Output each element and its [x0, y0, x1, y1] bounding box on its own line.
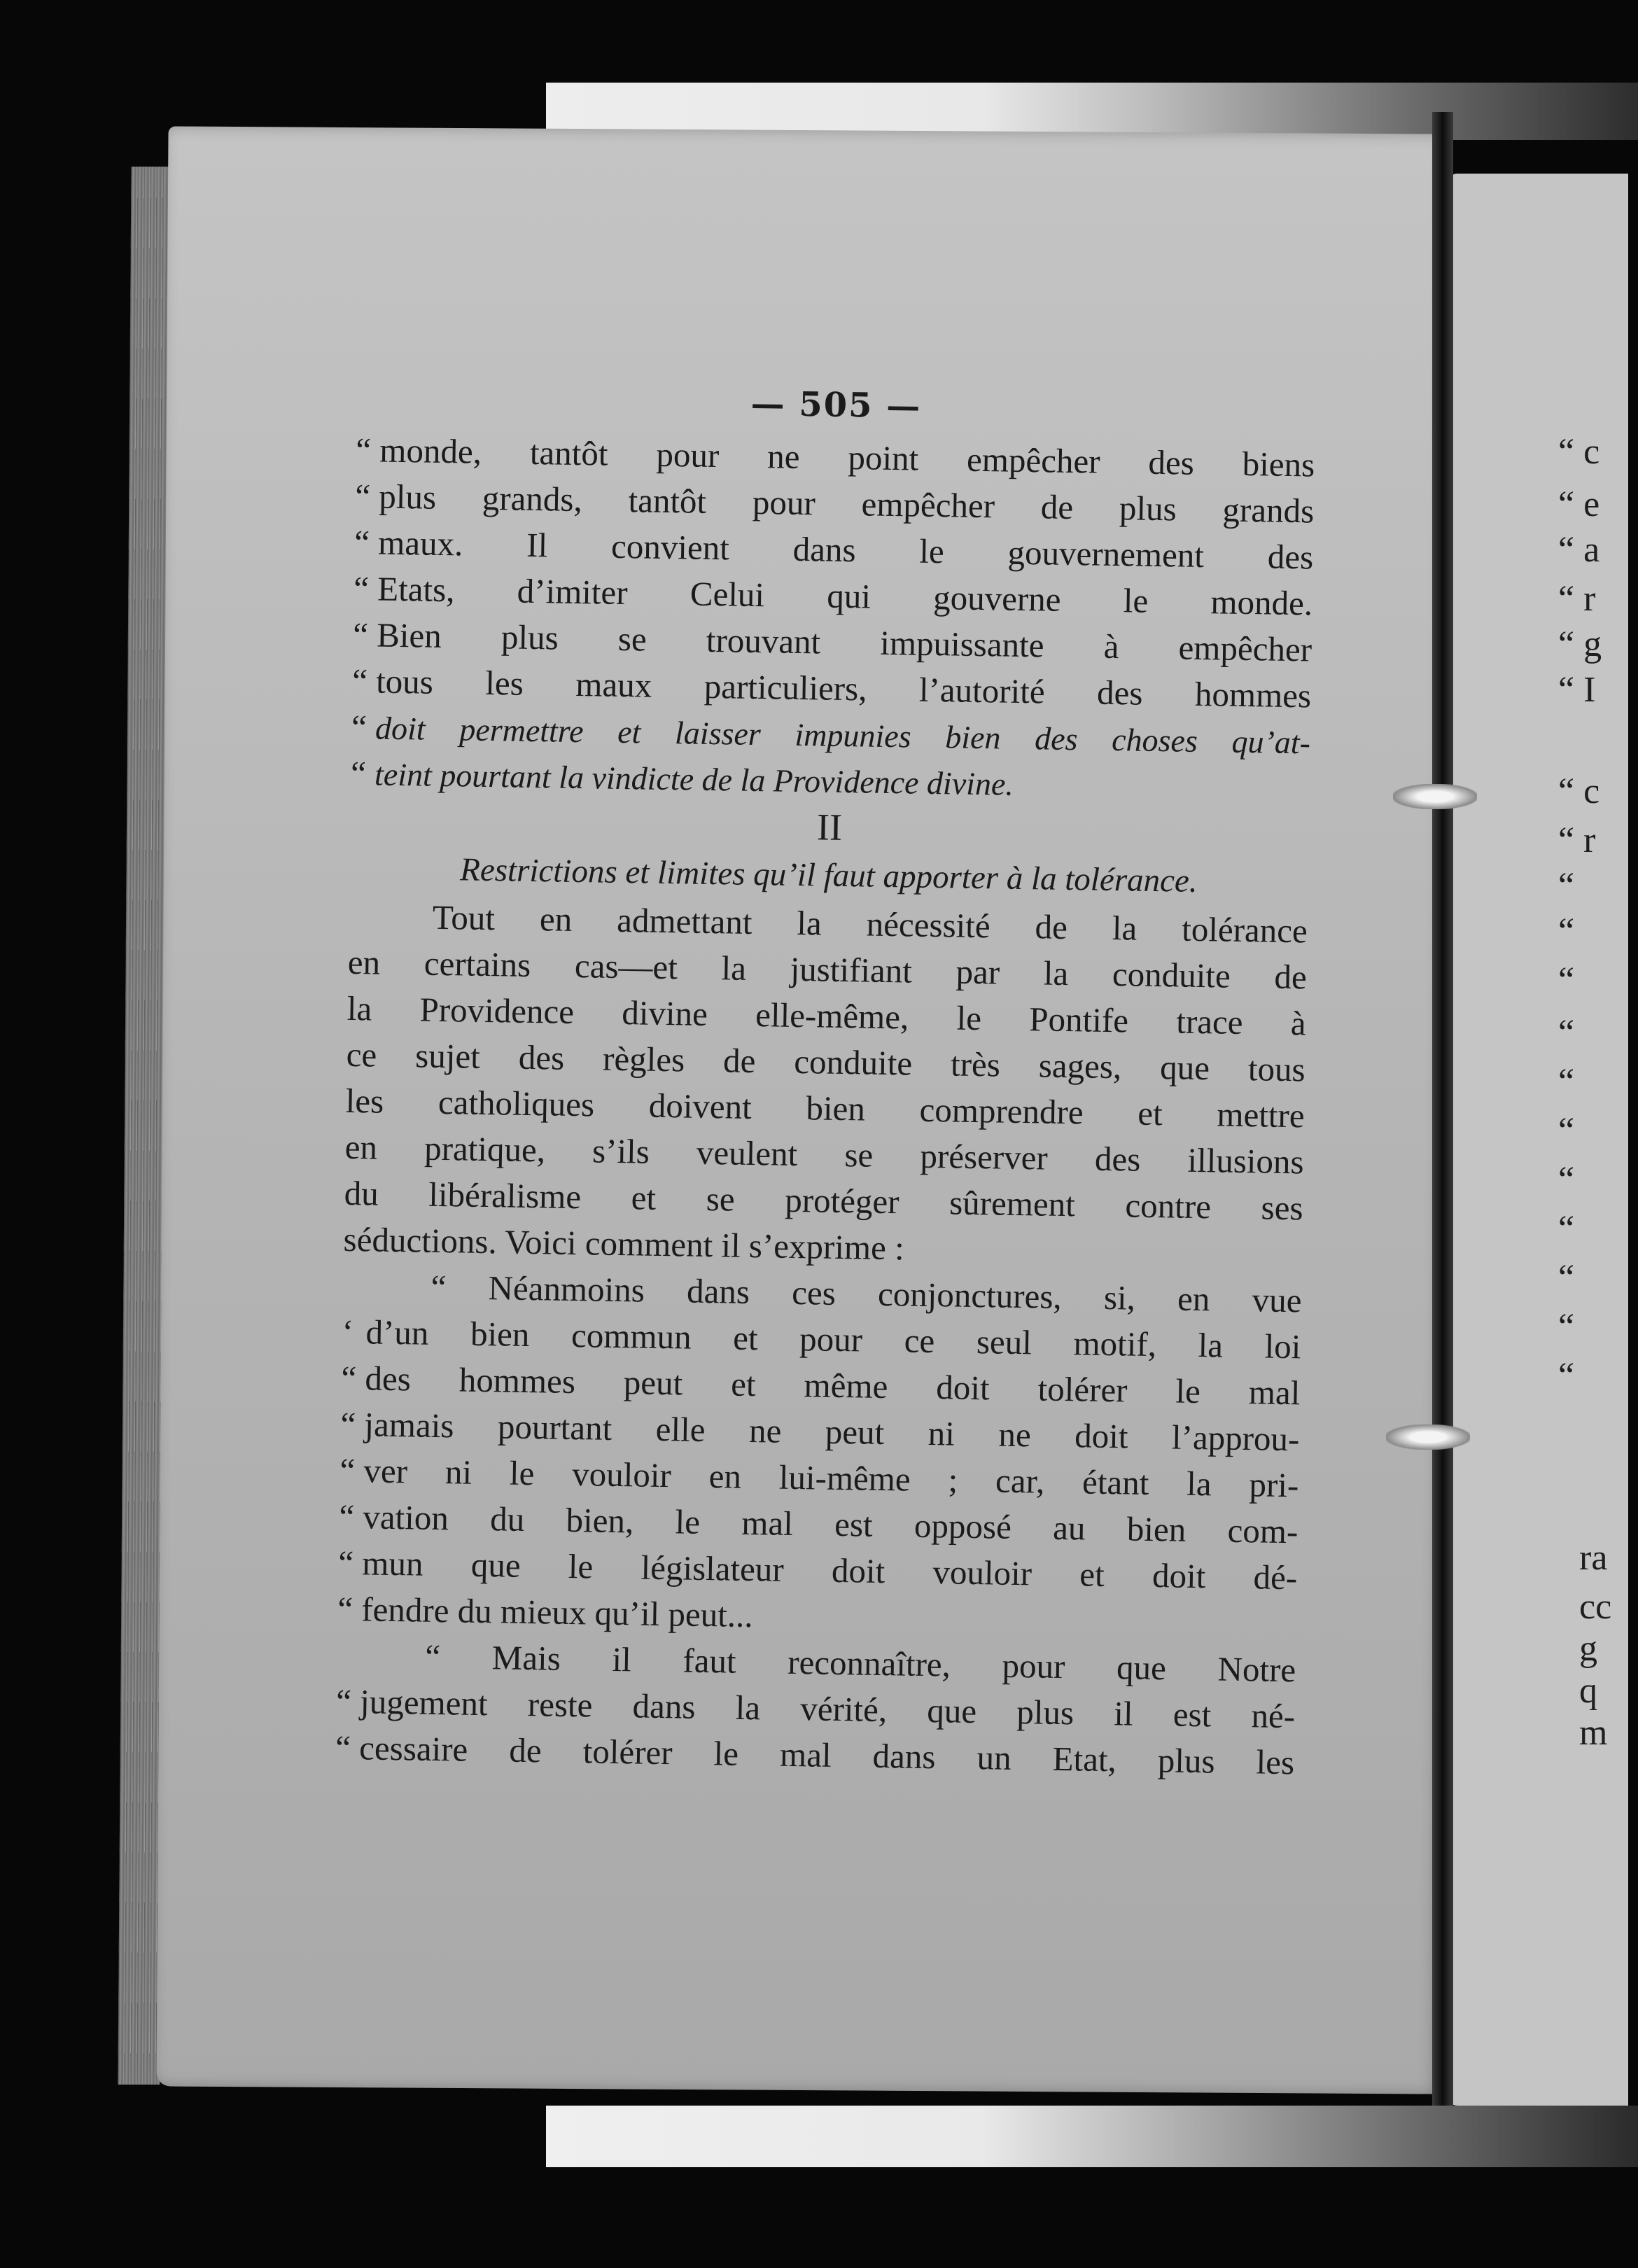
right-page-fragment: “ — [1558, 1160, 1575, 1200]
quote-mark — [401, 1667, 425, 1668]
right-page-fragment: ra — [1579, 1538, 1608, 1578]
right-page-fragment: “ — [1558, 1111, 1575, 1151]
quote-mark: “ — [335, 1728, 351, 1768]
line-text: mun que le législateur doit vouloir et doit dé- — [361, 1544, 1298, 1597]
quote-mark: “ — [351, 707, 368, 747]
line-text: des hommes peut et même doit tolérer le mal — [365, 1359, 1301, 1413]
line-text: monde, tantôt pour ne point empêcher des biens — [379, 430, 1315, 484]
quote-mark: “ — [339, 1497, 355, 1536]
line-text: fendre du mieux qu’il peut... — [360, 1590, 754, 1635]
right-page-fragment: g — [1579, 1629, 1597, 1669]
line-text: les catholiques doivent bien comprendre et mettre — [345, 1081, 1306, 1135]
page-content — [335, 378, 1316, 1786]
right-page-fragment: “ — [1558, 911, 1575, 951]
right-page-fragment: “ — [1558, 1258, 1575, 1298]
staple-lower — [1386, 1424, 1470, 1450]
right-page-fragment: “ I — [1558, 670, 1596, 710]
line-text: doit permettre et laisser impunies bien des choses qu’at- — [374, 710, 1311, 761]
line-text: “ Mais il faut reconnaître, pour que Notre — [424, 1637, 1296, 1690]
right-page-fragment: “ — [1558, 1062, 1575, 1102]
line-text: ver ni le vouloir en lui-même ; car, étant la pri- — [363, 1451, 1299, 1505]
quotation-one — [337, 1263, 1302, 1647]
section-number: II — [816, 806, 843, 848]
quote-mark: “ — [355, 430, 372, 470]
line-text: Bien plus se trouvant impuissante à empêcher — [376, 615, 1312, 669]
page-number: — 505 — — [750, 384, 922, 426]
line-text: maux. Il convient dans le gouvernement des — [377, 523, 1314, 577]
line-text: séductions. Voici comment il s’exprime : — [343, 1219, 905, 1268]
line-text: en pratique, s’ils veulent se préserver des illusions — [344, 1127, 1305, 1182]
quote-mark: “ — [354, 476, 371, 516]
quote-mark: “ — [337, 1589, 354, 1629]
line-text: la Providence divine elle-même, le Pontife trace à — [346, 988, 1307, 1043]
quote-mark: “ — [340, 1450, 356, 1490]
right-page — [1446, 174, 1628, 2106]
right-page-fragment: “ r — [1558, 820, 1596, 860]
quote-continuation — [351, 427, 1315, 811]
right-page-fragment: “ c — [1558, 432, 1600, 472]
line-text: teint pourtant la vindicte de la Providence divine. — [374, 756, 1014, 802]
quote-mark: ‘ — [342, 1312, 354, 1352]
section-title: Restrictions et limites qu’il faut apporter à la tolérance. — [459, 851, 1198, 899]
line-text: du libéralisme et se protéger sûrement contre ses — [344, 1173, 1303, 1228]
line-text: d’un bien commun et pour ce seul motif, la loi — [365, 1312, 1301, 1366]
staple-upper — [1393, 784, 1477, 809]
right-page-fragment: “ — [1558, 1356, 1575, 1396]
right-page-fragment: “ — [1558, 1307, 1575, 1347]
right-page-fragment: q — [1579, 1671, 1597, 1711]
right-page-fragment: “ g — [1558, 624, 1602, 664]
right-page-fragment: “ — [1558, 960, 1575, 1000]
quote-mark: “ — [354, 522, 370, 562]
right-page-fragment: “ a — [1558, 530, 1600, 570]
line-text: Etats, d’imiter Celui qui gouverne le monde. — [377, 569, 1313, 623]
line-text: cessaire de tolérer le mal dans un Etat, plus les — [358, 1728, 1295, 1782]
line-text: “ Néanmoins dans ces conjonctures, si, en vue — [430, 1267, 1302, 1320]
right-page-fragment: “ c — [1558, 771, 1600, 811]
line-text: Tout en admettant la nécessité de la tolérance — [432, 897, 1308, 951]
line-text: vation du bien, le mal est opposé au bien com- — [363, 1497, 1298, 1551]
line-text: en certains cas—et la justifiant par la conduite de — [347, 942, 1308, 997]
line-text: ce sujet des règles de conduite très sages, que tous — [346, 1035, 1306, 1089]
right-page-fragment: m — [1579, 1713, 1608, 1753]
quote-mark: “ — [351, 661, 368, 701]
body-paragraph — [343, 893, 1308, 1278]
right-page-fragment: cc — [1579, 1587, 1612, 1627]
quotation-two — [335, 1632, 1296, 1786]
right-page-fragment: “ — [1558, 1209, 1575, 1249]
bottom-paper-strip — [546, 2106, 1638, 2167]
quote-mark: “ — [340, 1404, 356, 1444]
right-page-fragment: “ r — [1558, 579, 1596, 619]
line-text: plus grands, tantôt pour empêcher de plus grands — [378, 477, 1315, 531]
book-gutter — [1432, 112, 1453, 2114]
quote-mark: “ — [335, 1681, 352, 1721]
quote-mark: “ — [337, 1543, 354, 1583]
right-page-fragment: “ — [1558, 1013, 1575, 1053]
line-text: tous les maux particuliers, l’autorité des hommes — [375, 662, 1312, 715]
right-page-fragment: “ — [1558, 866, 1575, 906]
quote-mark: “ — [341, 1358, 357, 1398]
quote-mark: “ — [353, 568, 370, 608]
quote-mark: “ — [350, 753, 367, 793]
line-text: jamais pourtant elle ne peut ni ne doit l’approu- — [364, 1405, 1300, 1459]
quote-mark: “ — [352, 615, 369, 654]
right-page-fragment: “ e — [1558, 484, 1600, 524]
line-text: jugement reste dans la vérité, que plus il est né- — [359, 1682, 1296, 1736]
